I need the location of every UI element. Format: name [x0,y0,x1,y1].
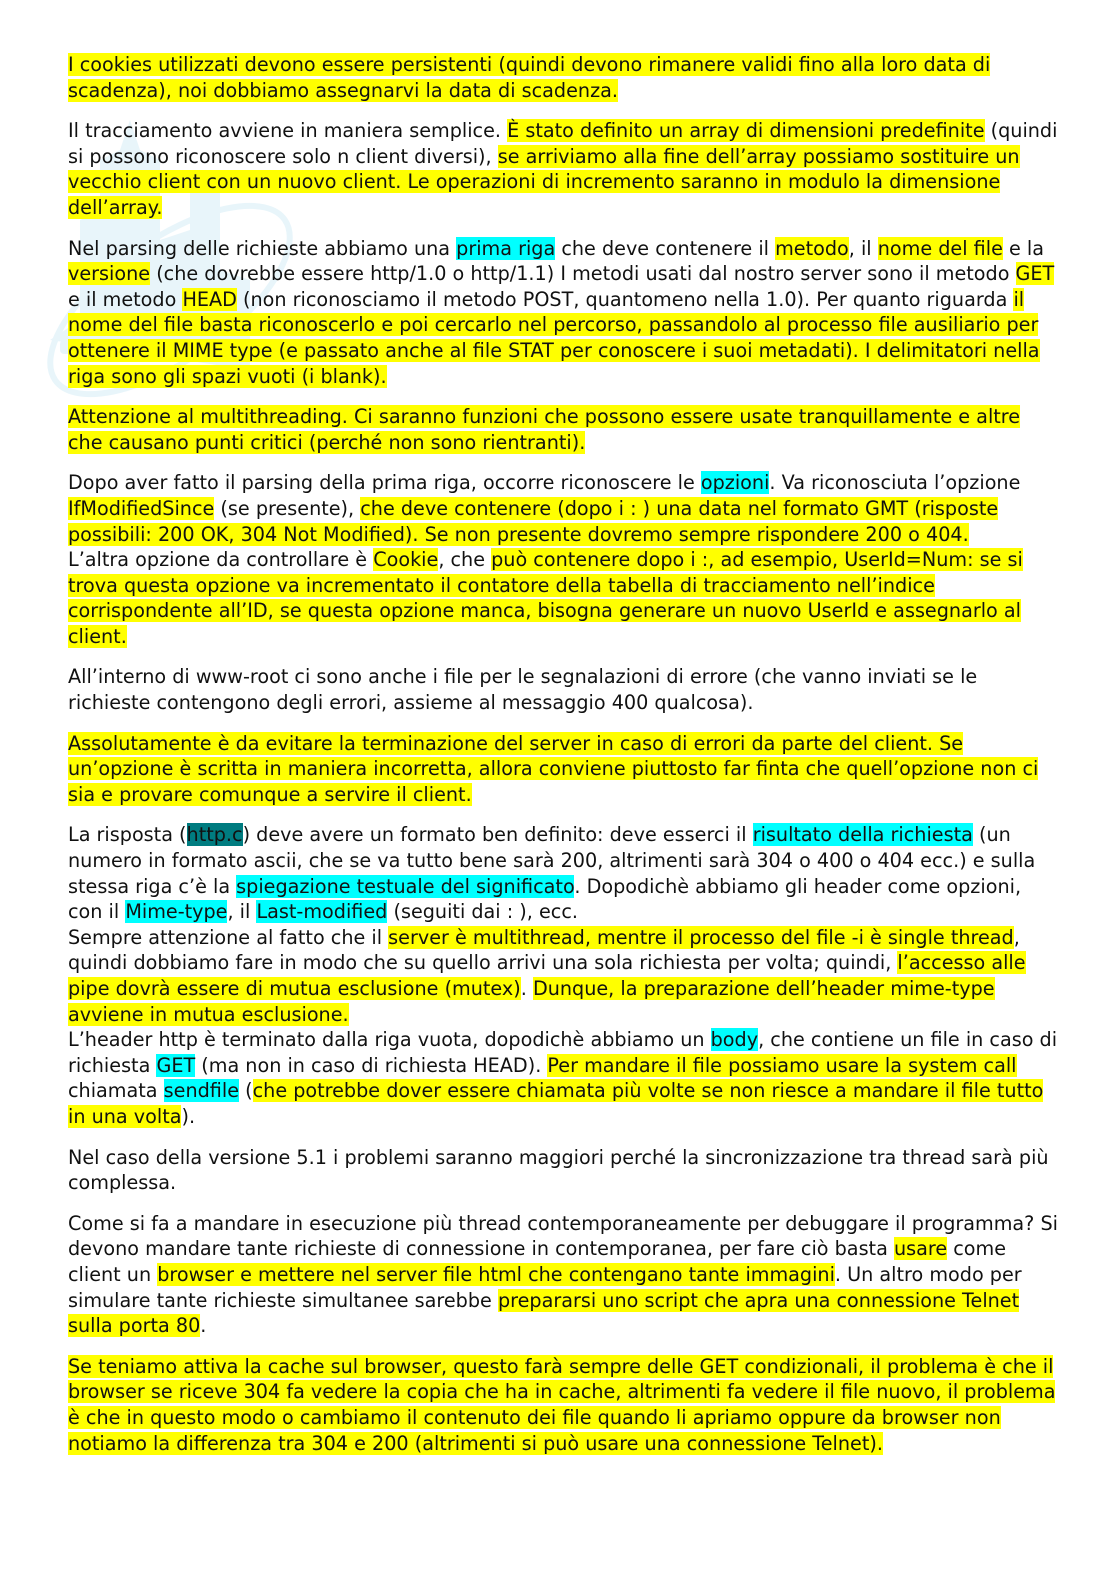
highlighted-text: usare [893,1237,948,1261]
text-run: che deve contenere il [555,236,776,260]
text-run: Come si fa a mandare in esecuzione più thread contemporaneamente per debuggare il programma? Si devono mandare tante richieste di connessione in contemporanea, per fare ciò basta [68,1211,1058,1261]
paragraph [68,1211,1058,1339]
paragraph [68,470,1058,547]
text-run: L’altra opzione da controllare è [68,548,374,572]
text-run: ). [181,1104,196,1128]
text-run: , che [438,548,492,572]
text-run: e il metodo [68,287,183,311]
highlighted-text: browser e mettere nel server file html che contengano tante immagini [157,1262,835,1286]
text-run: La risposta ( [68,823,187,847]
paragraph [68,925,1058,1027]
highlighted-text: nome del file [877,236,1003,260]
highlighted-text: Attenzione al multithreading. Ci saranno funzioni che possono essere usate tranquillamente e altre che causano punti critici (perché non sono rientranti). [68,405,1021,454]
paragraph [68,547,1058,649]
highlighted-text: server è multithread, mentre il processo del file -i è single thread [388,925,1014,949]
text-run: (che dovrebbe essere http/1.0 o http/1.1) I metodi usati dal nostro server sono il metodo [150,262,1016,286]
text-run: , quindi dobbiamo fare in modo che su quello arrivi una sola richiesta per volta; quindi, [68,925,1020,975]
text-run: L’header http è terminato dalla riga vuota, dopodichè abbiamo un [68,1028,711,1052]
text-run: . [200,1314,207,1338]
text-run: Il tracciamento avviene in maniera semplice. [68,119,508,143]
highlighted-text: se arriviamo alla fine dell’array possiamo sostituire un vecchio client con un nuovo client. Le operazioni di incremento saranno in modulo la dimensione dell’array. [68,144,1020,219]
paragraph [68,118,1058,220]
paragraph [68,1145,1058,1196]
highlighted-text: versione [68,262,151,286]
text-run: ) deve avere un formato ben definito: deve esserci il [242,823,753,847]
paragraph [68,404,1058,455]
highlighted-text: che potrebbe dover essere chiamata più volte se non riesce a mandare il file tutto in una volta [68,1079,1044,1128]
text-run: , il [227,900,257,924]
document-body [68,52,1058,1471]
text-run: (ma non in caso di richiesta HEAD). [195,1053,548,1077]
paragraph [68,1027,1058,1129]
highlighted-text: Last-modified [256,900,388,924]
highlighted-text: il nome del file basta riconoscerlo e poi cercarlo nel percorso, passandolo al processo file ausiliario per ottenere il MIME type (e passato anche al file STAT per conoscere i suoi metadati). I delimitatori nella riga sono gli spazi vuoti (i blank). [68,287,1040,388]
text-run: (non riconosciamo il metodo POST, quantomeno nella 1.0). Per quanto riguarda [236,287,1014,311]
text-run: Nel caso della versione 5.1 i problemi saranno maggiori perché la sincronizzazione tra thread sarà più complessa. [68,1145,1049,1195]
text-run: chiamata [68,1079,164,1103]
highlighted-text: GET [1015,262,1055,286]
paragraph [68,1354,1058,1456]
highlighted-text: Per mandare il file possiamo usare la system call [547,1053,1017,1077]
text-run: (seguiti dai : ), ecc. [387,900,578,924]
highlighted-text: body [710,1028,759,1052]
highlighted-text: può contenere dopo i :, ad esempio, UserId=Num: se si trova questa opzione va incrementato il contatore della tabella di tracciamento nell’indice corrispondente all’ID, se questa opzione manca, bisogna generare un nuovo UserId e assegnarlo al client. [68,548,1023,648]
highlighted-text: che deve contenere (dopo i : ) una data nel formato GMT (risposte possibili: 200 OK, 304 Not Modified). Se non presente dovremo sempre rispondere 200 o 404. [68,496,999,546]
highlighted-text: Dunque, la preparazione dell’header mime-type avviene in mutua esclusione. [68,977,995,1026]
text-run: . Dopodichè abbiamo gli header come opzioni, con il [68,874,1022,924]
paragraph [68,664,1058,715]
highlighted-text: sendfile [163,1079,240,1103]
highlighted-text: Mime-type [125,900,228,924]
text-run: . [520,977,533,1000]
text-run: Nel parsing delle richieste abbiamo una [68,236,457,260]
text-run: (se presente), [214,496,361,520]
text-run: Dopo aver fatto il parsing della prima riga, occorre riconoscere le [68,471,701,495]
highlighted-text: prima riga [456,236,556,260]
text-run: , che contiene un file in caso di richiesta [68,1028,1058,1077]
text-run: . Un altro modo per simulare tante richieste simultanee sarebbe [68,1262,1022,1312]
highlighted-text: È stato definito un array di dimensioni predefinite [507,119,985,143]
paragraph [68,236,1058,390]
highlighted-text: l’accesso alle pipe dovrà essere di mutua esclusione (mutex) [68,951,1026,1000]
highlighted-text: http.c [186,823,243,847]
highlighted-text: metodo [775,236,849,260]
text-run: All’interno di www-root ci sono anche i file per le segnalazioni di errore (che vanno inviati se le richieste contengono degli errori, assieme al messaggio 400 qualcosa). [68,665,978,715]
text-run: . Va riconosciuta l’opzione [769,471,1021,495]
text-run: e la [1002,236,1044,260]
highlighted-text: Cookie [373,548,439,572]
highlighted-text: I cookies utilizzati devono essere persistenti (quindi devono rimanere validi fino alla loro data di scadenza), noi dobbiamo assegnarvi la data di scadenza. [68,53,991,102]
text-run: (un numero in formato ascii, che se va tutto bene sarà 200, altrimenti sarà 304 o 400 o 404 ecc.) e sulla stessa riga c’è la [68,823,1036,898]
highlighted-text: prepararsi uno script che apra una connessione Telnet sulla porta 80 [68,1288,1020,1338]
text-run: Sempre attenzione al fatto che il [68,925,389,949]
highlighted-text: Se teniamo attiva la cache sul browser, questo farà sempre delle GET condizionali, il problema è che il browser se riceve 304 fa vedere la copia che ha in cache, altrimenti fa vedere il file nuovo, il problema è che in questo modo o cambiamo il contenuto dei file quando li apriamo oppure da browser non notiamo la differenza tra 304 e 200 (altrimenti si può usare una connessione Telnet). [68,1354,1056,1455]
highlighted-text: IfModifiedSince [68,496,215,520]
text-run: (quindi si possono riconoscere solo n client diversi), [68,119,1058,168]
paragraph [68,52,1058,103]
highlighted-text: HEAD [182,287,237,311]
highlighted-text: opzioni [700,471,770,495]
paragraph [68,822,1058,924]
highlighted-text: Assolutamente è da evitare la terminazione del server in caso di errori da parte del client. Se un’opzione è scritta in maniera incorretta, allora conviene piuttosto far finta che quell’opzione non ci sia e provare comunque a servire il client. [68,731,1039,806]
paragraph [68,731,1058,808]
text-run: , il [848,236,878,260]
text-run: come client un [68,1237,1007,1286]
highlighted-text: spiegazione testuale del significato [236,874,575,898]
text-run: ( [239,1079,253,1103]
highlighted-text: GET [156,1053,196,1077]
highlighted-text: risultato della richiesta [752,823,973,847]
